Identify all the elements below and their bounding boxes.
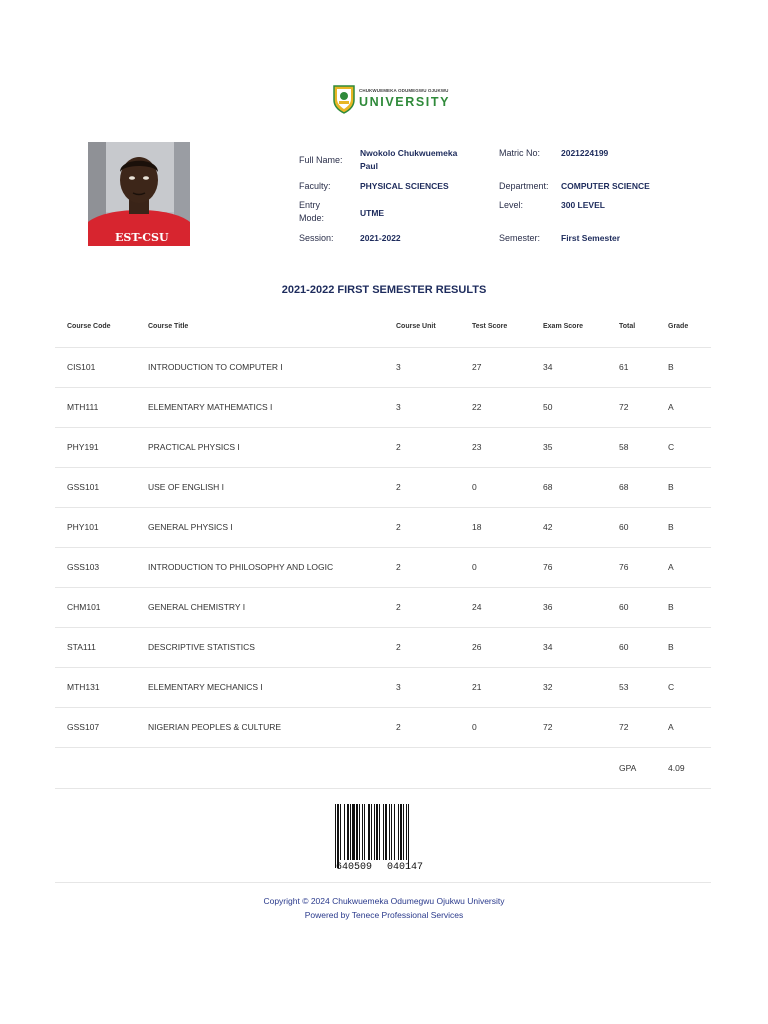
total-cell: 68 — [619, 482, 629, 492]
footer-powered-by: Powered by Tenece Professional Services — [304, 910, 464, 920]
full-name-value-line1: Nwokolo Chukwuemeka — [360, 148, 458, 158]
total-cell: 60 — [619, 522, 629, 532]
exam-score-cell: 32 — [543, 682, 553, 692]
test-score-cell: 18 — [472, 522, 482, 532]
barcode-bar — [352, 804, 355, 860]
header-course-title: Course Title — [148, 323, 189, 330]
matric-value: 2021224199 — [561, 148, 609, 158]
barcode-icon — [332, 802, 434, 870]
table-row — [55, 627, 711, 668]
course-code-cell: GSS107 — [67, 722, 100, 732]
course-unit-cell: 2 — [396, 642, 401, 652]
exam-score-cell: 68 — [543, 482, 553, 492]
exam-score-cell: 34 — [543, 642, 553, 652]
header-exam-score: Exam Score — [543, 323, 584, 330]
logo-big-text: UNIVERSITY — [359, 95, 451, 109]
department-value: COMPUTER SCIENCE — [561, 181, 650, 191]
barcode-bar — [371, 804, 372, 860]
footer-divider — [55, 882, 711, 883]
entry-mode-value: UTME — [360, 208, 385, 218]
total-cell: 58 — [619, 442, 629, 452]
test-score-cell: 26 — [472, 642, 482, 652]
grade-cell: B — [668, 522, 674, 532]
exam-score-cell: 42 — [543, 522, 553, 532]
total-cell: 76 — [619, 562, 629, 572]
course-title-cell: PRACTICAL PHYSICS I — [148, 442, 240, 452]
course-title-cell: ELEMENTARY MECHANICS I — [148, 682, 263, 692]
course-title-cell: ELEMENTARY MATHEMATICS I — [148, 402, 273, 412]
table-row — [55, 667, 711, 708]
barcode-bar — [379, 804, 380, 860]
barcode-bar — [398, 804, 399, 860]
faculty-value: PHYSICAL SCIENCES — [360, 181, 449, 191]
exam-score-cell: 36 — [543, 602, 553, 612]
barcode-left-digits: 640509 — [336, 862, 373, 870]
course-title-cell: INTRODUCTION TO PHILOSOPHY AND LOGIC — [148, 562, 334, 572]
course-code-cell: CIS101 — [67, 362, 96, 372]
barcode-bar — [340, 804, 341, 860]
barcode-bar — [364, 804, 365, 860]
barcode-bar — [403, 804, 404, 860]
university-crest-icon — [331, 84, 357, 114]
barcode-bar — [368, 804, 370, 860]
total-cell: 61 — [619, 362, 629, 372]
grade-cell: B — [668, 482, 674, 492]
test-score-cell: 0 — [472, 482, 477, 492]
grade-cell: A — [668, 562, 674, 572]
student-photo — [88, 142, 190, 246]
gpa-row — [55, 747, 711, 789]
course-code-cell: PHY101 — [67, 522, 99, 532]
course-unit-cell: 2 — [396, 722, 401, 732]
course-title-cell: GENERAL PHYSICS I — [148, 522, 233, 532]
level-value: 300 LEVEL — [561, 200, 605, 210]
course-title-cell: USE OF ENGLISH I — [148, 482, 225, 492]
course-unit-cell: 2 — [396, 442, 401, 452]
faculty-label: Faculty: — [299, 181, 331, 191]
test-score-cell: 22 — [472, 402, 482, 412]
header-course-unit: Course Unit — [396, 323, 436, 330]
barcode-bar — [344, 804, 345, 860]
footer-copyright: Copyright © 2024 Chukwuemeka Odumegwu Ojukwu University — [263, 896, 505, 906]
course-unit-cell: 3 — [396, 402, 401, 412]
barcode-bar — [394, 804, 395, 860]
course-code-cell: GSS101 — [67, 482, 100, 492]
exam-score-cell: 72 — [543, 722, 553, 732]
session-value: 2021-2022 — [360, 233, 401, 243]
test-score-cell: 0 — [472, 562, 477, 572]
barcode-bar — [385, 804, 387, 860]
table-row — [55, 707, 711, 748]
barcode-bar — [347, 804, 349, 860]
barcode-bar — [359, 804, 360, 860]
barcode-bar — [391, 804, 392, 860]
course-title-cell: INTRODUCTION TO COMPUTER I — [148, 362, 283, 372]
course-unit-cell: 3 — [396, 682, 401, 692]
header-test-score: Test Score — [472, 323, 508, 330]
header-course-code: Course Code — [67, 323, 111, 330]
course-code-cell: PHY191 — [67, 442, 99, 452]
gpa-value: 4.09 — [668, 763, 685, 773]
photo-shirt-text: EST-CSU — [115, 231, 169, 244]
course-title-cell: DESCRIPTIVE STATISTICS — [148, 642, 255, 652]
table-row — [55, 467, 711, 508]
course-code-cell: STA111 — [67, 642, 96, 652]
exam-score-cell: 35 — [543, 442, 553, 452]
matric-label: Matric No: — [499, 148, 541, 158]
test-score-cell: 0 — [472, 722, 477, 732]
course-title-cell: NIGERIAN PEOPLES & CULTURE — [148, 722, 282, 732]
barcode-bar — [389, 804, 390, 860]
exam-score-cell: 50 — [543, 402, 553, 412]
barcode-bar — [376, 804, 378, 860]
course-unit-cell: 2 — [396, 602, 401, 612]
exam-score-cell: 76 — [543, 562, 553, 572]
barcode-bar — [406, 804, 407, 860]
header-grade: Grade — [668, 323, 689, 330]
barcode-bar — [362, 804, 363, 860]
table-row — [55, 427, 711, 468]
barcode-bar — [374, 804, 375, 860]
barcode — [332, 802, 434, 870]
total-cell: 60 — [619, 602, 629, 612]
barcode-bar — [400, 804, 402, 860]
entry-mode-label-line2: Mode: — [299, 213, 325, 223]
grade-cell: A — [668, 402, 674, 412]
table-row — [55, 347, 711, 388]
total-cell: 72 — [619, 722, 629, 732]
grade-cell: B — [668, 642, 674, 652]
semester-value: First Semester — [561, 233, 621, 243]
table-row — [55, 547, 711, 588]
barcode-bar — [335, 804, 336, 868]
grade-cell: B — [668, 362, 674, 372]
gpa-label: GPA — [619, 763, 637, 773]
barcode-bar — [350, 804, 351, 860]
course-code-cell: MTH111 — [67, 402, 99, 412]
university-logo — [331, 84, 451, 114]
test-score-cell: 27 — [472, 362, 482, 372]
barcode-bar — [337, 804, 339, 868]
session-label: Session: — [299, 233, 334, 243]
barcode-bar — [383, 804, 384, 860]
course-unit-cell: 2 — [396, 482, 401, 492]
total-cell: 60 — [619, 642, 629, 652]
course-code-cell: GSS103 — [67, 562, 100, 572]
logo-small-text: CHUKWUEMEKA ODUMEGWU OJUKWU — [359, 88, 449, 93]
test-score-cell: 23 — [472, 442, 482, 452]
exam-score-cell: 34 — [543, 362, 553, 372]
level-label: Level: — [499, 200, 524, 210]
grade-cell: A — [668, 722, 674, 732]
barcode-right-digits: 040147 — [387, 862, 424, 870]
header-total: Total — [619, 323, 636, 330]
course-code-cell: MTH131 — [67, 682, 100, 692]
course-unit-cell: 2 — [396, 562, 401, 572]
full-name-label: Full Name: — [299, 155, 343, 165]
total-cell: 72 — [619, 402, 629, 412]
barcode-bar — [356, 804, 358, 860]
course-code-cell: CHM101 — [67, 602, 101, 612]
grade-cell: C — [668, 442, 675, 452]
semester-label: Semester: — [499, 233, 541, 243]
entry-mode-label-line1: Entry — [299, 200, 321, 210]
barcode-bar — [408, 804, 409, 868]
test-score-cell: 21 — [472, 682, 482, 692]
test-score-cell: 24 — [472, 602, 482, 612]
total-cell: 53 — [619, 682, 629, 692]
course-title-cell: GENERAL CHEMISTRY I — [148, 602, 246, 612]
grade-cell: C — [668, 682, 675, 692]
course-unit-cell: 3 — [396, 362, 401, 372]
full-name-value-line2: Paul — [360, 161, 378, 171]
department-label: Department: — [499, 181, 549, 191]
table-row — [55, 387, 711, 428]
grade-cell: B — [668, 602, 674, 612]
results-title: 2021-2022 FIRST SEMESTER RESULTS — [281, 284, 487, 296]
table-row — [55, 507, 711, 548]
table-row — [55, 587, 711, 628]
course-unit-cell: 2 — [396, 522, 401, 532]
